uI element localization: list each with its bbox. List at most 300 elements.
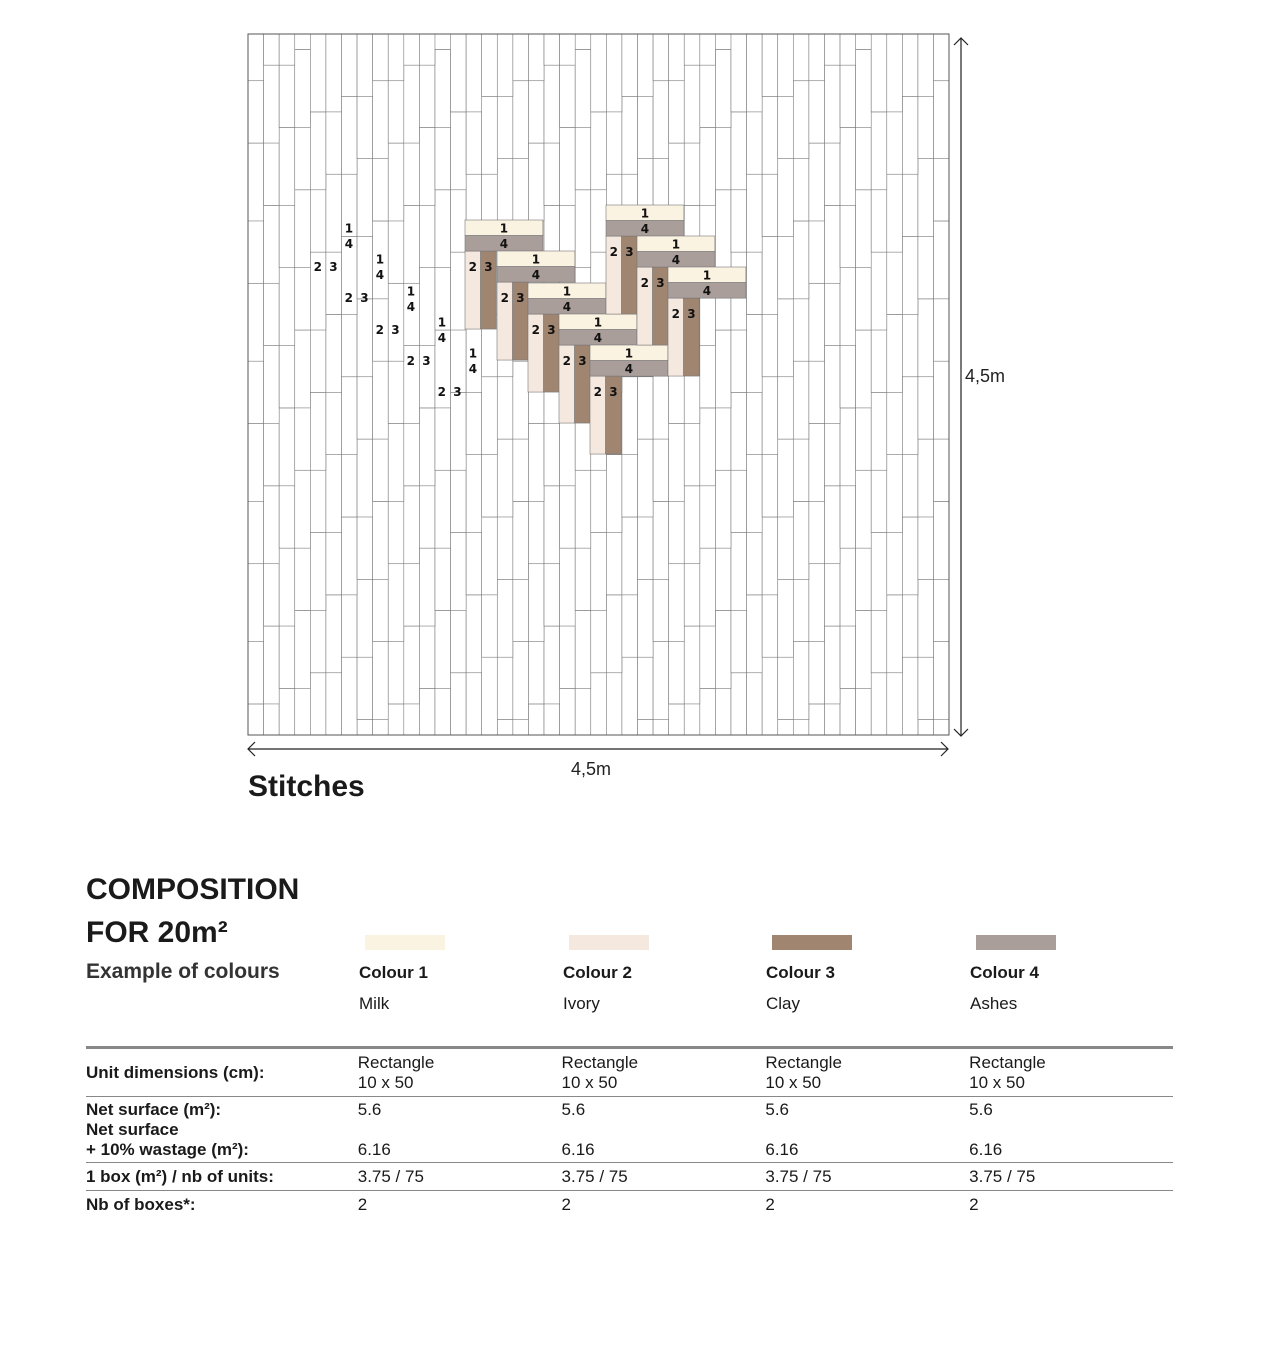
tile bbox=[170, 455, 186, 533]
tile bbox=[840, 0, 856, 65]
cell-nb-boxes: 2 bbox=[562, 1191, 766, 1216]
tile bbox=[918, 720, 934, 798]
tile bbox=[419, 548, 435, 626]
row-box bbox=[86, 1163, 1173, 1191]
tile bbox=[622, 96, 638, 174]
tile bbox=[700, 127, 716, 205]
tile bbox=[310, 18, 388, 34]
row-header-line2: + 10% wastage (m²): bbox=[86, 1140, 249, 1159]
tile bbox=[341, 3, 419, 19]
tile-number: 4 bbox=[375, 268, 385, 283]
tile-number: 2 bbox=[437, 385, 446, 400]
tile bbox=[871, 735, 887, 813]
tile bbox=[809, 766, 825, 844]
tile bbox=[201, 96, 217, 174]
tile bbox=[560, 127, 576, 205]
row-nb-boxes bbox=[86, 1191, 1173, 1216]
tile bbox=[186, 735, 202, 813]
tile bbox=[622, 517, 638, 595]
tile bbox=[684, 65, 700, 143]
colour-name: Ashes bbox=[970, 994, 1018, 1013]
tile bbox=[949, 735, 1027, 751]
tile bbox=[575, 610, 591, 688]
tile bbox=[201, 0, 279, 3]
composition-title bbox=[86, 868, 299, 954]
tile bbox=[201, 237, 217, 315]
tile bbox=[186, 657, 202, 735]
tile bbox=[591, 533, 607, 611]
tile bbox=[715, 610, 731, 688]
tile bbox=[388, 766, 404, 844]
tile bbox=[715, 50, 731, 128]
tile bbox=[653, 81, 669, 159]
tile bbox=[544, 626, 560, 704]
tile-number: 1 bbox=[593, 315, 603, 330]
tile bbox=[793, 642, 809, 720]
tile bbox=[466, 595, 482, 673]
tile bbox=[887, 34, 903, 112]
tile bbox=[824, 205, 840, 283]
row-net-surface bbox=[86, 1097, 1173, 1121]
tile-number: 2 bbox=[375, 323, 384, 338]
tile bbox=[232, 704, 248, 782]
tile bbox=[669, 3, 685, 81]
tile bbox=[824, 0, 840, 65]
cell-wastage: 6.16 bbox=[765, 1140, 799, 1159]
tile bbox=[201, 299, 217, 377]
tile bbox=[435, 190, 451, 268]
colour-swatch bbox=[772, 935, 852, 950]
tile bbox=[435, 751, 451, 829]
tile bbox=[279, 688, 295, 766]
tile bbox=[310, 34, 326, 112]
tile bbox=[232, 283, 248, 361]
tile bbox=[217, 81, 233, 159]
tile bbox=[824, 626, 840, 704]
tile bbox=[232, 361, 248, 439]
tile bbox=[700, 408, 716, 486]
tile bbox=[186, 517, 202, 595]
tile bbox=[217, 299, 233, 377]
tile bbox=[856, 610, 872, 688]
tile-number: 1 bbox=[640, 206, 650, 221]
tile-number: 1 bbox=[702, 268, 712, 283]
tile-number: 1 bbox=[406, 284, 416, 299]
tile bbox=[388, 424, 404, 502]
tile bbox=[295, 610, 311, 688]
tile bbox=[404, 0, 420, 65]
tile bbox=[887, 595, 903, 673]
tile bbox=[918, 18, 934, 96]
tile bbox=[170, 299, 248, 315]
colour-swatch bbox=[976, 935, 1056, 950]
cell-box: 3.75 / 75 bbox=[358, 1163, 562, 1191]
tile-number: 1 bbox=[624, 346, 634, 361]
tile bbox=[419, 268, 435, 346]
tile bbox=[700, 18, 778, 34]
tile bbox=[840, 688, 856, 766]
tile-number: 3 bbox=[578, 354, 587, 369]
tile bbox=[902, 3, 980, 19]
tile-number: 4 bbox=[671, 253, 681, 268]
tile bbox=[264, 205, 280, 283]
tile bbox=[232, 642, 248, 720]
tile bbox=[295, 330, 311, 408]
tile bbox=[170, 34, 186, 112]
tile bbox=[653, 0, 731, 3]
tile bbox=[170, 564, 248, 580]
tile bbox=[669, 704, 685, 782]
tile-number: 2 bbox=[562, 354, 571, 369]
tile bbox=[279, 18, 357, 34]
tile bbox=[217, 501, 233, 579]
shape: Rectangle bbox=[561, 1053, 639, 1072]
tile-number: 4 bbox=[702, 284, 712, 299]
cell-box: 3.75 / 75 bbox=[765, 1163, 969, 1191]
colour-swatch bbox=[569, 935, 649, 950]
tile-number: 3 bbox=[360, 291, 369, 306]
size: 10 x 50 bbox=[561, 1073, 618, 1092]
tile-number: 2 bbox=[468, 260, 477, 275]
tile bbox=[201, 3, 279, 19]
tile bbox=[949, 766, 965, 844]
tile bbox=[591, 18, 669, 34]
tile bbox=[606, 455, 622, 533]
tile-number: 3 bbox=[625, 245, 634, 260]
tile bbox=[264, 626, 280, 704]
tile-number: 4 bbox=[624, 362, 634, 377]
tile-number: 4 bbox=[468, 362, 478, 377]
tile bbox=[793, 361, 809, 439]
tile bbox=[809, 143, 825, 221]
tile bbox=[840, 127, 856, 205]
tile bbox=[606, 595, 622, 673]
colour-2 bbox=[563, 935, 763, 1014]
tile bbox=[482, 377, 498, 455]
tile-number: 2 bbox=[671, 307, 680, 322]
tile bbox=[793, 0, 871, 3]
tile bbox=[700, 751, 716, 829]
tile bbox=[778, 439, 794, 517]
tile bbox=[279, 548, 295, 626]
tile bbox=[715, 190, 731, 268]
tile bbox=[232, 501, 248, 579]
tile bbox=[310, 392, 326, 470]
tile bbox=[544, 65, 560, 143]
tile bbox=[871, 392, 887, 470]
composition-title-line2: FOR 20m² bbox=[86, 916, 228, 949]
tile bbox=[778, 18, 794, 96]
tile bbox=[248, 3, 264, 81]
tile bbox=[684, 766, 700, 844]
tile bbox=[902, 0, 980, 3]
tile bbox=[840, 548, 856, 626]
tile bbox=[264, 486, 280, 564]
tile bbox=[170, 579, 248, 595]
tile bbox=[279, 268, 295, 346]
tile-number: 2 bbox=[609, 245, 618, 260]
tile bbox=[201, 439, 217, 517]
tile bbox=[388, 564, 404, 642]
tile-number: 2 bbox=[500, 291, 509, 306]
tile bbox=[731, 673, 747, 751]
cell-wastage: 6.16 bbox=[357, 1140, 391, 1159]
tile bbox=[373, 642, 389, 720]
tile bbox=[528, 564, 544, 642]
tile bbox=[918, 439, 934, 517]
tile bbox=[747, 735, 763, 813]
cell-wastage: 6.16 bbox=[561, 1140, 595, 1159]
tile bbox=[186, 237, 202, 315]
tile bbox=[248, 424, 264, 502]
tile bbox=[560, 548, 576, 626]
cell-nb-boxes: 2 bbox=[969, 1191, 1173, 1216]
tile-number: 1 bbox=[531, 252, 541, 267]
tile-number: 1 bbox=[375, 252, 385, 267]
tile bbox=[248, 735, 326, 751]
tile-number: 3 bbox=[687, 307, 696, 322]
tile bbox=[232, 3, 248, 81]
tile bbox=[778, 720, 794, 798]
tile bbox=[482, 0, 560, 3]
height-dimension-arrow bbox=[954, 38, 968, 736]
tile bbox=[622, 657, 638, 735]
tile bbox=[357, 439, 373, 517]
tile bbox=[731, 735, 747, 813]
tile bbox=[451, 3, 529, 19]
tile bbox=[373, 501, 389, 579]
row-header: Nb of boxes*: bbox=[86, 1191, 358, 1216]
tile bbox=[482, 657, 498, 735]
row-header: 1 box (m²) / nb of units: bbox=[86, 1163, 358, 1191]
tile-number: 3 bbox=[391, 323, 400, 338]
tile bbox=[871, 34, 887, 112]
tile bbox=[762, 237, 778, 315]
tile bbox=[341, 18, 357, 96]
tile bbox=[934, 0, 1012, 3]
tile-number: 3 bbox=[329, 260, 338, 275]
tile bbox=[871, 112, 887, 190]
tile-number: 3 bbox=[422, 354, 431, 369]
tile-number: 3 bbox=[453, 385, 462, 400]
tile bbox=[949, 424, 965, 502]
tile-number: 2 bbox=[406, 354, 415, 369]
tile bbox=[840, 408, 856, 486]
tile bbox=[528, 704, 544, 782]
tile-number: 4 bbox=[406, 300, 416, 315]
tile bbox=[949, 65, 965, 143]
row-header bbox=[86, 1120, 358, 1163]
height-dimension-label: 4,5m bbox=[965, 366, 1006, 386]
colour-label: Colour 1 bbox=[359, 963, 428, 982]
tile bbox=[793, 81, 809, 159]
cell-nb-boxes: 2 bbox=[765, 1191, 969, 1216]
tile bbox=[373, 361, 389, 439]
cell-dimensions bbox=[765, 1048, 969, 1097]
tile bbox=[357, 579, 373, 657]
tile bbox=[419, 18, 497, 34]
tile bbox=[747, 34, 763, 112]
cell-dimensions bbox=[562, 1048, 766, 1097]
tile bbox=[295, 50, 311, 128]
tile bbox=[778, 299, 794, 377]
tile bbox=[373, 81, 389, 159]
tile bbox=[451, 18, 529, 34]
tile bbox=[186, 96, 202, 174]
size: 10 x 50 bbox=[357, 1073, 414, 1092]
tile bbox=[419, 688, 435, 766]
tile bbox=[653, 3, 669, 81]
tile bbox=[248, 143, 264, 221]
tile bbox=[513, 642, 529, 720]
tile bbox=[201, 657, 217, 735]
tile bbox=[232, 0, 310, 3]
tile bbox=[871, 673, 887, 751]
tile bbox=[887, 314, 903, 392]
tile bbox=[451, 34, 467, 112]
tile bbox=[170, 3, 248, 19]
row-unit-dimensions bbox=[86, 1048, 1173, 1097]
tile bbox=[217, 159, 233, 237]
tile bbox=[201, 579, 217, 657]
tile bbox=[264, 0, 280, 65]
tile bbox=[669, 424, 685, 502]
tile bbox=[341, 377, 357, 455]
tile bbox=[217, 720, 233, 798]
tile bbox=[217, 579, 233, 657]
tile bbox=[419, 408, 435, 486]
row-header: Net surface (m²): bbox=[86, 1097, 358, 1121]
tile-number: 2 bbox=[593, 385, 602, 400]
shape: Rectangle bbox=[357, 1053, 435, 1072]
tile bbox=[591, 112, 607, 190]
tile bbox=[326, 314, 342, 392]
tile-number: 4 bbox=[437, 331, 447, 346]
tile bbox=[918, 579, 934, 657]
example-colours-heading: Example of colours bbox=[86, 960, 280, 983]
tile bbox=[638, 579, 654, 657]
cell-net-surface: 5.6 bbox=[358, 1097, 562, 1121]
tile bbox=[513, 81, 529, 159]
tile bbox=[248, 564, 264, 642]
tile bbox=[248, 751, 326, 767]
tile bbox=[560, 688, 576, 766]
tile-number: 1 bbox=[468, 346, 478, 361]
tile bbox=[419, 735, 497, 751]
tile bbox=[310, 3, 388, 19]
tile bbox=[684, 486, 700, 564]
tile bbox=[497, 720, 513, 798]
tile bbox=[715, 751, 731, 829]
colour-name: Milk bbox=[359, 994, 390, 1013]
tile-number: 1 bbox=[671, 237, 681, 252]
tile bbox=[170, 18, 248, 34]
shape: Rectangle bbox=[969, 1053, 1046, 1072]
tile bbox=[232, 81, 248, 159]
tile bbox=[232, 221, 248, 299]
width-dimension-label: 4,5m bbox=[571, 759, 612, 779]
tile bbox=[497, 579, 513, 657]
tile bbox=[264, 346, 280, 424]
tile bbox=[856, 470, 872, 548]
tile bbox=[840, 735, 918, 751]
tile bbox=[934, 81, 950, 159]
tile bbox=[404, 626, 420, 704]
colour-swatch bbox=[365, 935, 445, 950]
tile bbox=[575, 50, 591, 128]
tile bbox=[934, 221, 950, 299]
tile bbox=[560, 0, 576, 65]
tile bbox=[310, 673, 326, 751]
size: 10 x 50 bbox=[765, 1073, 822, 1092]
tile bbox=[949, 283, 965, 361]
tile bbox=[404, 766, 420, 844]
tile bbox=[809, 3, 825, 81]
colour-4 bbox=[970, 935, 1170, 1014]
tile bbox=[762, 377, 778, 455]
tile bbox=[326, 595, 342, 673]
tile bbox=[887, 455, 903, 533]
tile bbox=[279, 127, 295, 205]
tile bbox=[965, 486, 981, 564]
tile bbox=[902, 517, 918, 595]
tile bbox=[700, 0, 716, 65]
tile bbox=[622, 18, 638, 96]
tile bbox=[341, 96, 357, 174]
tile-number: 4 bbox=[499, 237, 509, 252]
composition-title-line1: COMPOSITION bbox=[86, 873, 300, 906]
colour-label: Colour 4 bbox=[970, 963, 1039, 982]
tile bbox=[170, 704, 248, 720]
tile bbox=[700, 688, 716, 766]
tile bbox=[341, 517, 357, 595]
tile bbox=[575, 190, 591, 268]
tile bbox=[497, 439, 513, 517]
tile bbox=[497, 18, 513, 96]
tile bbox=[201, 517, 217, 595]
tile bbox=[856, 190, 872, 268]
tile bbox=[965, 65, 981, 143]
width-dimension-arrow bbox=[248, 742, 948, 756]
tile bbox=[419, 0, 435, 65]
tile bbox=[388, 704, 404, 782]
tile bbox=[404, 486, 420, 564]
tile-number: 3 bbox=[656, 276, 665, 291]
tile bbox=[871, 3, 949, 19]
tile bbox=[528, 766, 544, 844]
tile bbox=[513, 501, 529, 579]
tile bbox=[560, 735, 638, 751]
tile bbox=[809, 564, 825, 642]
tile bbox=[419, 751, 435, 829]
tile bbox=[934, 361, 950, 439]
colour-label: Colour 2 bbox=[563, 963, 632, 982]
tile bbox=[684, 626, 700, 704]
tile bbox=[949, 704, 965, 782]
tile bbox=[638, 18, 654, 96]
tile bbox=[824, 486, 840, 564]
tile-number: 3 bbox=[547, 323, 556, 338]
tile bbox=[310, 533, 326, 611]
tile bbox=[482, 96, 498, 174]
tile bbox=[934, 501, 950, 579]
tile bbox=[279, 735, 357, 751]
tile-number: 2 bbox=[313, 260, 322, 275]
tile bbox=[715, 330, 731, 408]
tile bbox=[934, 642, 950, 720]
tile bbox=[934, 3, 950, 81]
tile bbox=[653, 642, 669, 720]
